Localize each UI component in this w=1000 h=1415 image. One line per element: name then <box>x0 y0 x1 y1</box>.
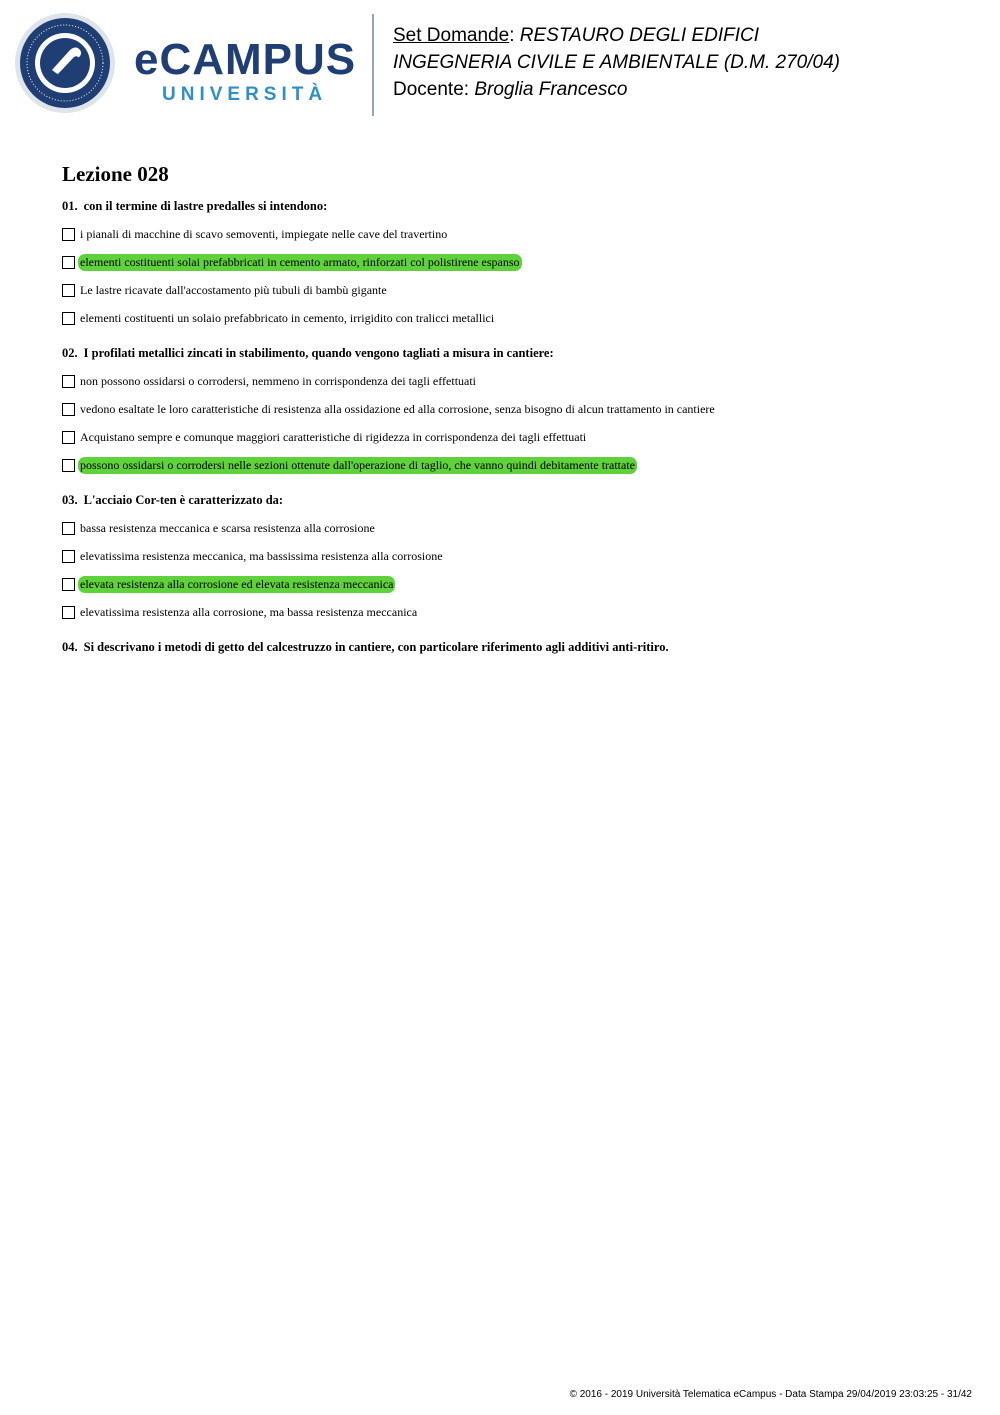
question-list <box>62 160 962 673</box>
answer-option <box>62 309 962 327</box>
answer-text: vedono esaltate le loro caratteristiche di resistenza alla ossidazione ed alla corrosione, senza bisogno di alcun trattamento in cantiere <box>80 401 715 416</box>
university-seal-logo <box>14 12 116 114</box>
answer-checkbox[interactable] <box>62 312 75 325</box>
question-title <box>62 198 962 214</box>
answer-text: Le lastre ricavate dall'accostamento più tubuli di bambù gigante <box>80 282 387 297</box>
question-3 <box>62 492 962 621</box>
course-title-line <box>393 22 840 49</box>
lesson-title: Lezione 028 <box>62 162 169 186</box>
question-title <box>62 345 962 361</box>
question-number: 04. <box>62 640 78 654</box>
answer-text: Acquistano sempre e comunque maggiori caratteristiche di rigidezza in corrispondenza dei tagli effettuati <box>80 429 587 444</box>
answer-checkbox[interactable] <box>62 284 75 297</box>
question-number: 03. <box>62 493 78 507</box>
answer-option <box>62 281 962 299</box>
question-4 <box>62 639 962 655</box>
teacher-label: Docente: <box>393 79 475 100</box>
logo-brand-text: eCAMPUS <box>134 35 357 84</box>
answer-text-highlighted: elevata resistenza alla corrosione ed elevata resistenza meccanica <box>80 576 394 591</box>
answer-text: elevatissima resistenza meccanica, ma bassissima resistenza alla corrosione <box>80 548 443 563</box>
answer-text: elementi costituenti un solaio prefabbricato in cemento, irrigidito con tralicci metallici <box>80 310 495 325</box>
question-title <box>62 639 962 655</box>
question-number: 02. <box>62 346 78 360</box>
question-2 <box>62 345 962 474</box>
page-footer: © 2016 - 2019 Università Telematica eCampus - Data Stampa 29/04/2019 23:03:25 - 31/42 <box>569 1389 972 1400</box>
header-divider <box>372 14 374 116</box>
answer-option-correct <box>62 575 962 593</box>
answer-checkbox[interactable] <box>62 522 75 535</box>
teacher-line <box>393 76 840 103</box>
answer-option-correct <box>62 456 962 474</box>
answer-option <box>62 372 962 390</box>
course-program: INGEGNERIA CIVILE E AMBIENTALE (D.M. 270/04) <box>393 52 840 73</box>
set-separator: : <box>509 25 520 46</box>
course-title: RESTAURO DEGLI EDIFICI <box>519 25 760 46</box>
answer-option-correct <box>62 253 962 271</box>
ecampus-wordmark <box>134 35 357 106</box>
answer-option <box>62 603 962 621</box>
answer-option <box>62 428 962 446</box>
answer-text: non possono ossidarsi o corrodersi, nemmeno in corrispondenza dei tagli effettuati <box>80 373 477 388</box>
page-header <box>0 0 1000 120</box>
answer-checkbox[interactable] <box>62 550 75 563</box>
answer-option <box>62 547 962 565</box>
course-info <box>393 22 840 103</box>
question-text: con il termine di lastre predalles si intendono: <box>83 199 328 213</box>
answer-option <box>62 400 962 418</box>
answer-text-highlighted: possono ossidarsi o corrodersi nelle sezioni ottenute dall'operazione di taglio, che vanno quindi debitamente trattate <box>80 457 635 472</box>
logo-subtitle-text: UNIVERSITÀ <box>162 84 328 105</box>
answer-checkbox[interactable] <box>62 578 75 591</box>
answer-text: i pianali di macchine di scavo semoventi, impiegate nelle cave del travertino <box>80 226 448 241</box>
answer-text: elevatissima resistenza alla corrosione, ma bassa resistenza meccanica <box>80 604 418 619</box>
answer-checkbox[interactable] <box>62 459 75 472</box>
question-number: 01. <box>62 199 78 213</box>
answer-checkbox[interactable] <box>62 403 75 416</box>
answer-option <box>62 519 962 537</box>
question-title <box>62 492 962 508</box>
question-text: L'acciaio Cor-ten è caratterizzato da: <box>83 493 284 507</box>
set-label: Set Domande <box>393 25 510 46</box>
question-text: I profilati metallici zincati in stabilimento, quando vengono tagliati a misura in cantiere: <box>83 346 554 360</box>
answer-checkbox[interactable] <box>62 256 75 269</box>
teacher-name: Broglia Francesco <box>474 79 628 100</box>
answer-checkbox[interactable] <box>62 606 75 619</box>
answer-checkbox[interactable] <box>62 375 75 388</box>
course-program-line <box>393 49 840 76</box>
answer-option <box>62 225 962 243</box>
answer-checkbox[interactable] <box>62 431 75 444</box>
answer-checkbox[interactable] <box>62 228 75 241</box>
answer-text: bassa resistenza meccanica e scarsa resistenza alla corrosione <box>80 520 375 535</box>
question-text: Si descrivano i metodi di getto del calcestruzzo in cantiere, con particolare riferimento agli additivi anti-ritiro. <box>83 640 669 654</box>
question-1 <box>62 198 962 327</box>
answer-text-highlighted: elementi costituenti solai prefabbricati in cemento armato, rinforzati col polistirene espanso <box>80 254 520 269</box>
